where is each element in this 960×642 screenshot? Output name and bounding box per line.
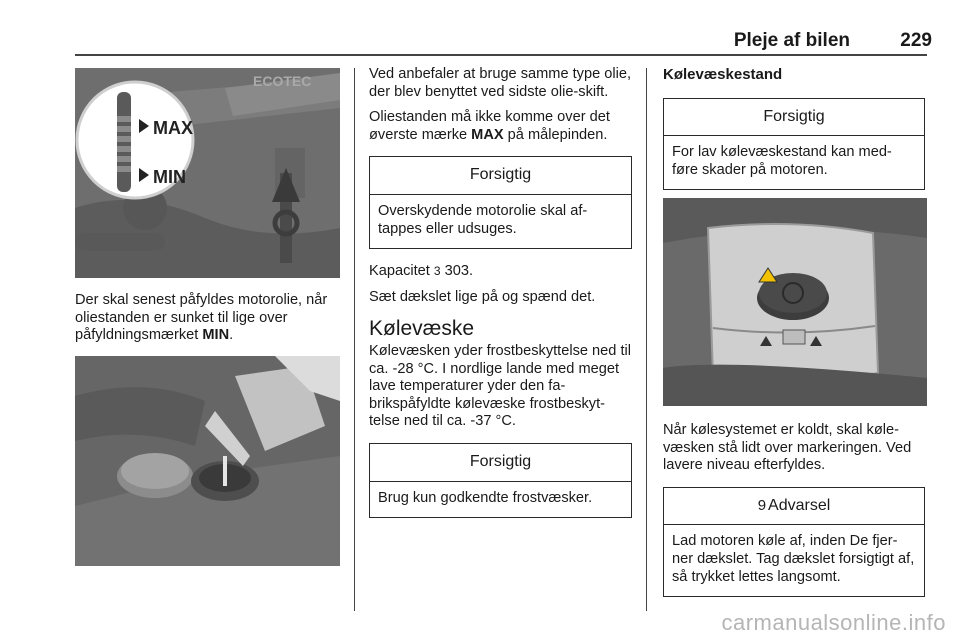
dipstick-min-label: MIN [153, 167, 186, 187]
oil-fill-paragraph: Der skal senest påfyldes motorolie, når oliestanden er sunket til lige over påfyldningsmærket MIN. [75, 292, 328, 344]
oil-pouring-illustration [75, 356, 340, 566]
caution-heading: Forsigtig [370, 444, 631, 482]
warning-body: Lad motoren køle af, inden De fjer-ner dækslet. Tag dækslet forsigtigt af, så trykket lettes langsomt. [672, 533, 915, 585]
page-reference-icon: 3 [433, 264, 441, 279]
section-heading-coolant: Kølevæske [369, 317, 475, 341]
watermark: carmanualsonline.info [721, 610, 946, 635]
dipstick-illustration [75, 68, 340, 278]
caution-box-excess-oil [369, 156, 632, 249]
coolant-reservoir-illustration [663, 198, 927, 406]
capacity-reference-link[interactable]: 303. [444, 263, 474, 280]
engine-label: ECOTEC [253, 73, 312, 89]
min-mark: MIN [202, 327, 230, 344]
coolant-level-paragraph: Når kølesystemet er koldt, skal køle-væsken stå lidt over markeringen. Ved lavere niveau efterfyldes. [663, 422, 912, 474]
column-3-text-bottom [663, 422, 925, 605]
cap-paragraph: Sæt dækslet lige på og spænd det. [369, 288, 596, 305]
column-3-text-top [663, 66, 925, 198]
caution-heading: Forsigtig [664, 99, 924, 137]
column-2-text [369, 66, 632, 526]
max-mark: MAX [471, 126, 504, 143]
coolant-paragraph: Kølevæsken yder frostbeskyttelse ned til ca. -28 °C. I nordlige lande med meget lave temperaturer yder den fa-brikspåfyldte kølevæske frostbeskyt-telse ned til ca. -37 °C. [369, 342, 631, 430]
caution-heading: Forsigtig [370, 157, 631, 195]
caution-body: Overskydende motorolie skal af-tappes eller udsuges. [378, 202, 588, 237]
capacity-paragraph: Kapacitet 3 303. [369, 263, 474, 280]
page-number: 229 [900, 30, 932, 51]
caution-box-antifreeze [369, 443, 632, 518]
max-level-paragraph: Oliestanden må ikke komme over det øverste mærke MAX på målepinden. [369, 109, 610, 143]
warning-box-hot-engine [663, 487, 925, 597]
column-divider-1 [354, 68, 355, 611]
warning-heading: 9 Advarsel [664, 488, 924, 526]
caution-box-low-coolant [663, 98, 925, 191]
header-rule [75, 54, 927, 56]
warning-icon: 9 [757, 496, 767, 514]
page-header-title: Pleje af bilen [733, 30, 850, 51]
column-divider-2 [646, 68, 647, 611]
same-oil-paragraph: Ved anbefaler at bruge samme type olie, der blev benyttet ved sidste olie-skift. [369, 66, 632, 100]
column-1-text [75, 292, 343, 353]
dipstick-max-label: MAX [153, 118, 193, 138]
caution-body: Brug kun godkendte frostvæsker. [378, 489, 593, 506]
subheading-coolant-level: Kølevæskestand [663, 66, 783, 83]
caution-body: For lav kølevæskestand kan med-føre skader på motoren. [672, 144, 892, 178]
